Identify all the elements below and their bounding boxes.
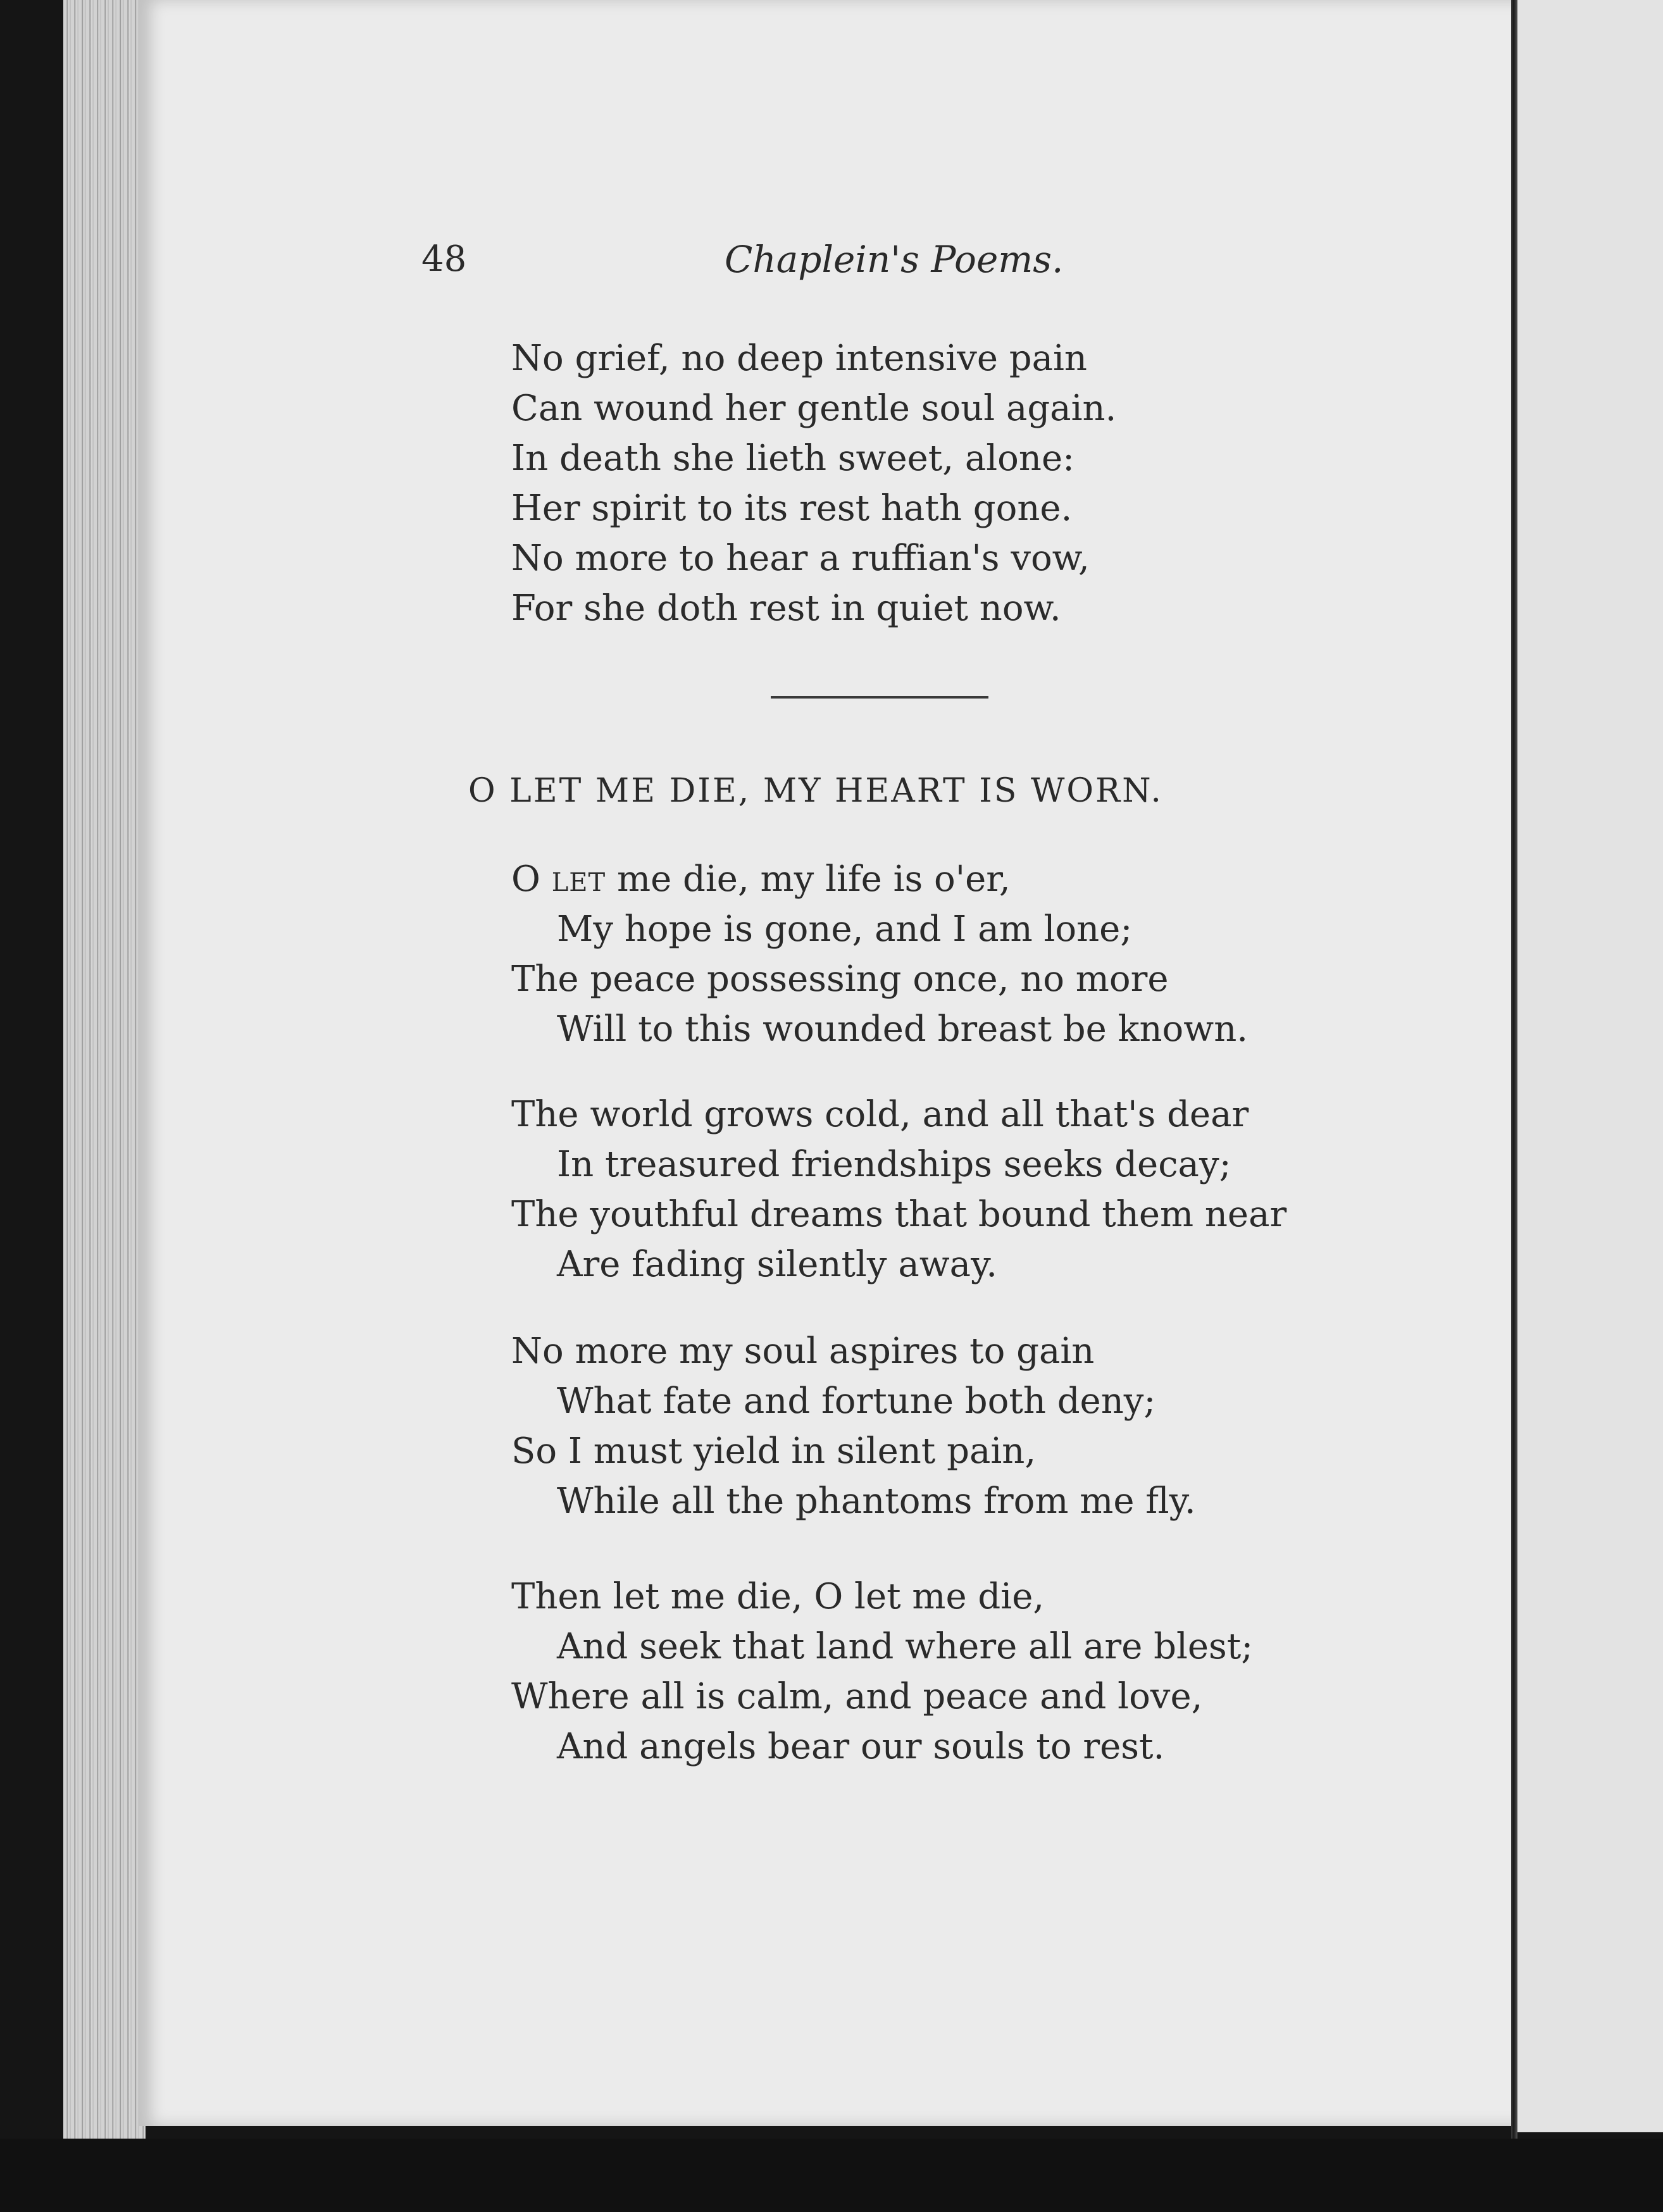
verse-line: No grief, no deep intensive pain	[511, 338, 1087, 379]
verse-line: The peace possessing once, no more	[511, 959, 1169, 1000]
verse-line: In treasured friendships seeks decay;	[557, 1144, 1231, 1185]
page-edges	[63, 0, 146, 2139]
verse-line: And seek that land where all are blest;	[557, 1626, 1254, 1667]
verse-line: So I must yield in silent pain,	[511, 1431, 1037, 1472]
previous-poem-ending	[511, 333, 1116, 633]
verse-line: And angels bear our souls to rest.	[557, 1726, 1165, 1767]
verse-line: Then let me die, O let me die,	[511, 1576, 1045, 1617]
verse-line: Are fading silently away.	[557, 1244, 998, 1285]
first-line-rest: me die, my life is o'er,	[617, 859, 1011, 900]
running-title: Chaplein's Poems.	[725, 238, 1064, 281]
verse-line: Can wound her gentle soul again.	[511, 388, 1117, 429]
verse-line: The youthful dreams that bound them near	[511, 1194, 1287, 1235]
verse-line: My hope is gone, and I am lone;	[557, 909, 1133, 950]
verse-line: The world grows cold, and all that's dear	[511, 1094, 1249, 1135]
verse-line: What fate and fortune both deny;	[557, 1381, 1156, 1422]
stanza-1	[511, 854, 1248, 1054]
verse-line: Where all is calm, and peace and love,	[511, 1676, 1203, 1717]
stanza-4	[511, 1572, 1253, 1772]
poem-title: O LET ME DIE, MY HEART IS WORN.	[468, 772, 1163, 810]
scanner-bed	[0, 2139, 1663, 2212]
verse-line: No more my soul aspires to gain	[511, 1331, 1095, 1372]
verse-line-first	[511, 854, 1248, 904]
stanza-2	[511, 1090, 1286, 1289]
verse-line: No more to hear a ruffian's vow,	[511, 538, 1090, 579]
smallcaps-word: LET	[551, 868, 606, 897]
running-header	[0, 228, 1663, 291]
verse-line: While all the phantoms from me fly.	[557, 1481, 1196, 1522]
page-sheet	[139, 0, 1519, 2126]
page-number: 48	[421, 239, 467, 280]
binding-fold	[1511, 0, 1517, 2139]
stanza-3	[511, 1326, 1196, 1526]
section-divider	[771, 696, 988, 699]
verse-line: Will to this wounded breast be known.	[557, 1009, 1249, 1050]
verse-line: In death she lieth sweet, alone:	[511, 438, 1074, 479]
initial-letter: O	[511, 859, 540, 900]
verse-line: For she doth rest in quiet now.	[511, 588, 1061, 629]
verse-line: Her spirit to its rest hath gone.	[511, 488, 1073, 529]
adjacent-page-edge	[1517, 0, 1663, 2132]
